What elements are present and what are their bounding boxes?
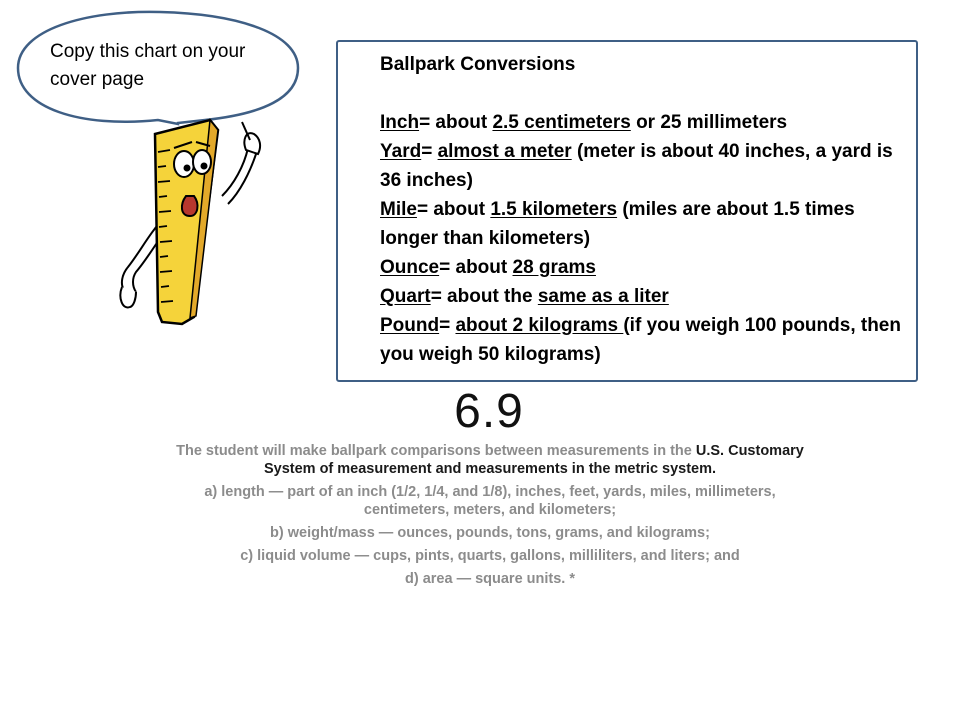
conversion-segment: 2.5 centimeters: [492, 112, 631, 133]
conversion-segment: (meter is about 40 inches, a yard is 36 inches): [380, 141, 893, 191]
standard-item-d: d) area — square units. *: [404, 571, 576, 587]
conversions-box: [336, 40, 918, 382]
conversion-line: [380, 282, 910, 311]
bubble-text: Copy this chart on your cover page: [50, 41, 246, 90]
conversion-segment: or 25 millimeters: [630, 112, 788, 133]
conversion-segment: same as a liter: [537, 286, 669, 307]
conversions-title: Ballpark Conversions: [380, 54, 576, 75]
standard-number: 6.9: [454, 385, 524, 438]
conversion-segment: Inch: [380, 112, 420, 133]
conversion-segment: about 2 kilograms: [455, 315, 624, 336]
standard-intro: [170, 442, 810, 478]
conversion-line: [380, 253, 910, 282]
conversion-line: [380, 137, 910, 195]
conversion-segment: = about: [419, 112, 493, 133]
conversion-segment: (miles are about 1.5 times longer than kilometers): [380, 199, 855, 249]
conversion-segment: (if you weigh 100 pounds, then you weigh 50 kilograms): [380, 315, 901, 365]
conversion-segment: =: [439, 315, 456, 336]
conversion-line: [380, 311, 910, 369]
intro-part-2: U.S. Customary System of measurement and measurements in the metric system.: [263, 443, 804, 477]
conversion-line: [380, 195, 910, 253]
conversion-segment: 1.5 kilometers: [490, 199, 618, 220]
standard-item-b: b) weight/mass — ounces, pounds, tons, grams, and kilograms;: [270, 525, 710, 541]
conversion-segment: = about the: [430, 286, 538, 307]
conversion-segment: Pound: [380, 315, 440, 336]
conversion-line: [380, 108, 910, 137]
conversion-segment: Quart: [380, 286, 431, 307]
standard-item-a: a) length — part of an inch (1/2, 1/4, and 1/8), inches, feet, yards, miles, millimeters, centimeters, meters, and kilometers;: [204, 484, 776, 518]
conversion-segment: =: [421, 141, 438, 162]
standard-item-c: c) liquid volume — cups, pints, quarts, gallons, milliliters, and liters; and: [240, 548, 740, 564]
intro-part-1: The student will make ballpark comparisons between measurements in the: [176, 443, 692, 459]
conversion-segment: Yard: [380, 141, 422, 162]
conversion-segment: = about: [416, 199, 491, 220]
conversion-segment: Ounce: [380, 257, 440, 278]
conversion-segment: = about: [439, 257, 513, 278]
conversion-segment: Mile: [380, 199, 417, 220]
standard-description: [170, 442, 810, 593]
conversion-segment: almost a meter: [437, 141, 572, 162]
ruler-character-illustration: [110, 112, 290, 327]
conversion-segment: 28 grams: [512, 257, 596, 278]
conversions-list: [380, 108, 910, 369]
